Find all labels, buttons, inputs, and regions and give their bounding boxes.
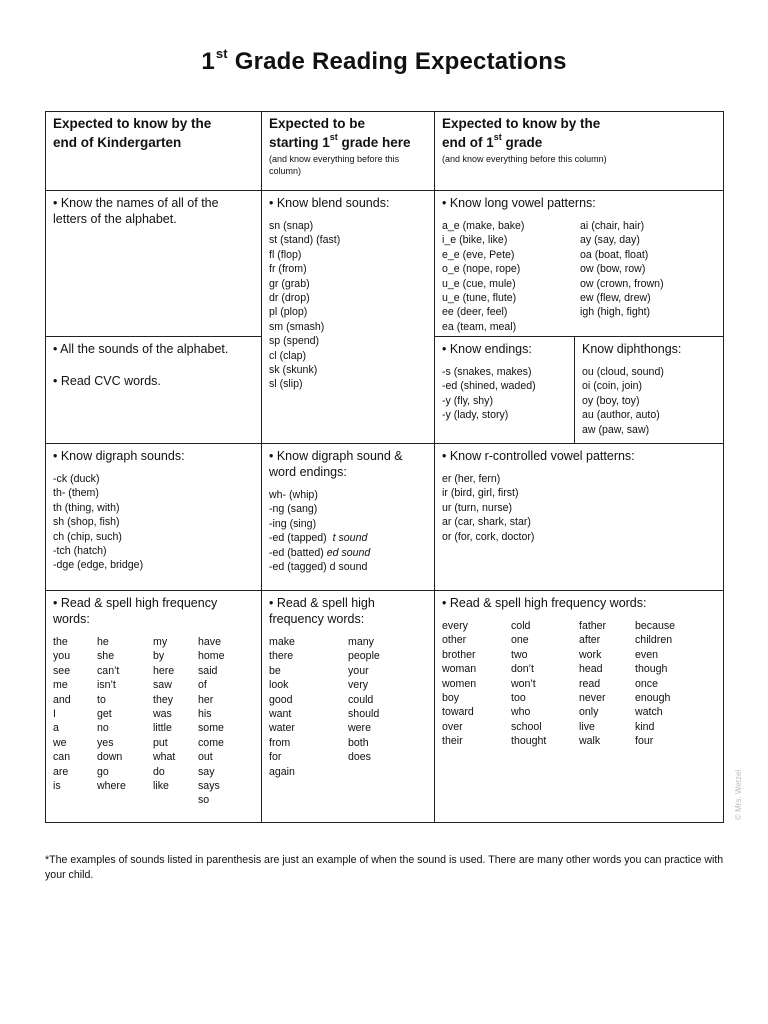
hf-word: my xyxy=(153,636,168,648)
blend-item: cl (clap) xyxy=(269,349,307,362)
blend-item: sp (spend) xyxy=(269,335,320,348)
blend-item: sl (slip) xyxy=(269,378,303,391)
hf-word: many xyxy=(348,636,374,648)
hf-word: water xyxy=(269,722,295,735)
footnote: *The examples of sounds listed in parenthesis are just an example of when the sound is used. There are many other words you can practice with your child. xyxy=(45,854,724,881)
diphthong-item: oi (coin, join) xyxy=(582,380,643,393)
ending-item: -y (lady, story) xyxy=(442,409,509,422)
vowel-pattern-item: o_e (nope, rope) xyxy=(442,263,521,276)
first-grade-hf-words: • Read & spell high frequency words: every other brother woman women boy toward over their cold one two don’t won’t too who school thought father after work head read never only live walk because children even though once enough watch kind four xyxy=(442,596,676,748)
hf-word: say xyxy=(198,765,215,778)
hf-word: work xyxy=(579,648,602,661)
hf-word: here xyxy=(153,664,175,677)
hf-word: so xyxy=(198,794,210,807)
blend-item: gr (grab) xyxy=(269,277,310,290)
hf-word: after xyxy=(579,634,601,647)
hf-word: can xyxy=(53,751,71,764)
hf-word: down xyxy=(97,751,123,764)
hf-word: go xyxy=(97,765,109,778)
starting-hf-words: • Read & spell high frequency words: make there be look good want water from for again many people your very could should were both does xyxy=(269,596,380,778)
hf-word: a xyxy=(53,722,59,735)
hf-word: cold xyxy=(511,620,531,632)
hf-word: to xyxy=(97,693,106,706)
diphthong-item: oy (boy, toy) xyxy=(582,394,640,407)
hf-word: even xyxy=(635,648,658,661)
hf-word: said xyxy=(198,664,218,677)
hf-word: over xyxy=(442,720,463,733)
hf-word: there xyxy=(269,650,294,663)
hf-word: father xyxy=(579,620,607,632)
kinder-alphabet-names: • Know the names of all of the letters of the alphabet. xyxy=(53,196,219,226)
r-controlled-item: er (her, fern) xyxy=(442,473,501,485)
hf-word: get xyxy=(97,708,112,721)
hf-word: your xyxy=(348,664,369,677)
hf-word: too xyxy=(511,692,526,705)
diphthong-item: au (author, auto) xyxy=(582,409,660,422)
header-end-first-grade: Expected to know by the end of 1st grade (and know everything before this column) xyxy=(442,116,607,164)
blend-item: st (stand) (fast) xyxy=(269,234,341,247)
hf-word: brother xyxy=(442,648,476,661)
hf-word: make xyxy=(269,636,295,648)
hf-word: don’t xyxy=(511,663,534,676)
hf-word: where xyxy=(97,780,126,793)
hf-word: boy xyxy=(442,692,460,705)
hf-word: could xyxy=(348,693,374,706)
hf-word: their xyxy=(442,735,463,748)
hf-word: are xyxy=(53,765,69,778)
r-controlled-item: ur (turn, nurse) xyxy=(442,501,513,514)
vowel-pattern-item: ew (flew, drew) xyxy=(580,292,651,305)
hf-word: kind xyxy=(635,720,655,733)
r-controlled-cell: • Know r-controlled vowel patterns: er (her, fern) ir (bird, girl, first) ur (turn, nurse) ar (car, shark, star) or (for, cork, doctor) xyxy=(435,444,723,590)
long-vowel-patterns-cell: • Know long vowel patterns: a_e (make, bake) i_e (bike, like) e_e (eve, Pete) o_e (nope, rope) u_e (cue, mule) u_e (tune, flute) ee (deer, feel) ea (team, meal) ai (chair, hair) ay (say, day) oa (boat, float) ow (bow, row) ow (crown, frown) ew (flew, drew) igh (high, fight) xyxy=(442,196,664,333)
header-starting-first-grade: Expected to be starting 1st grade here (and know everything before this column) xyxy=(269,116,411,176)
hf-word: were xyxy=(348,722,371,735)
hf-word: woman xyxy=(442,663,477,676)
vowel-pattern-item: oa (boat, float) xyxy=(580,248,649,261)
vowel-pattern-item: ai (chair, hair) xyxy=(580,220,645,232)
hf-word: she xyxy=(97,650,115,663)
hf-word: four xyxy=(635,735,654,748)
r-controlled-item: ir (bird, girl, first) xyxy=(442,487,519,500)
hf-word: little xyxy=(153,722,172,735)
hf-word: walk xyxy=(579,735,601,748)
hf-word: people xyxy=(348,650,380,663)
hf-word: her xyxy=(198,693,214,706)
hf-word: again xyxy=(269,765,295,778)
hf-word: and xyxy=(53,693,71,706)
blend-item: fr (from) xyxy=(269,263,307,276)
vowel-pattern-item: u_e (tune, flute) xyxy=(442,292,517,305)
vowel-pattern-item: ee (deer, feel) xyxy=(442,306,508,319)
hf-word: you xyxy=(53,650,71,663)
hf-word: is xyxy=(53,780,61,793)
hf-word: both xyxy=(348,736,369,749)
page-title: 1st Grade Reading Expectations xyxy=(201,46,567,75)
hf-word: can’t xyxy=(97,664,120,677)
hf-word: because xyxy=(635,620,676,632)
hf-word: home xyxy=(198,650,225,663)
hf-word: they xyxy=(153,693,174,706)
hf-word: should xyxy=(348,708,380,721)
digraph-item: -ck (duck) xyxy=(53,473,100,485)
r-controlled-item: ar (car, shark, star) xyxy=(442,516,531,529)
hf-word: says xyxy=(198,780,220,793)
hf-word: saw xyxy=(153,679,172,692)
hf-word: never xyxy=(579,692,606,705)
blend-item: dr (drop) xyxy=(269,292,310,305)
blend-sounds-cell: • Know blend sounds: sn (snap) st (stand) (fast) fl (flop) fr (from) gr (grab) dr (drop) pl (plop) sm (smash) sp (spend) cl (clap) sk (skunk) sl (slip) xyxy=(262,191,434,443)
vowel-pattern-item: ow (bow, row) xyxy=(580,263,646,276)
digraph-item: th- (them) xyxy=(53,487,99,500)
digraph-item: sh (shop, fish) xyxy=(53,516,120,529)
hf-word: be xyxy=(269,664,281,677)
diphthongs-cell: Know diphthongs: ou (cloud, sound) oi (coin, join) oy (boy, toy) au (author, auto) aw (paw, saw) xyxy=(575,337,723,443)
hf-word: good xyxy=(269,693,293,706)
hf-word: thought xyxy=(511,735,547,748)
hf-word: have xyxy=(198,636,221,648)
hf-word: see xyxy=(53,664,71,677)
hf-word: of xyxy=(198,679,207,692)
hf-word: watch xyxy=(635,706,663,719)
expectations-table xyxy=(45,111,724,823)
hf-word: one xyxy=(511,634,529,647)
digraph-item: ch (chip, such) xyxy=(53,530,122,543)
digraph-item: -dge (edge, bridge) xyxy=(53,559,144,572)
hf-word: toward xyxy=(442,706,474,719)
blend-item: sm (smash) xyxy=(269,320,325,333)
vowel-pattern-item: a_e (make, bake) xyxy=(442,220,525,232)
hf-word: come xyxy=(198,736,224,749)
kinder-sounds-cvc: • All the sounds of the alphabet. • Read CVC words. xyxy=(53,342,229,388)
vowel-pattern-item: i_e (bike, like) xyxy=(442,234,508,247)
hf-word: the xyxy=(53,636,68,648)
ending-item: -y (fly, shy) xyxy=(442,394,494,407)
digraph-item: th (thing, with) xyxy=(53,501,120,514)
vowel-pattern-item: ow (crown, frown) xyxy=(580,277,664,290)
hf-word: put xyxy=(153,736,168,749)
vowel-pattern-item: igh (high, fight) xyxy=(580,306,651,319)
r-controlled-item: or (for, cork, doctor) xyxy=(442,530,535,543)
blend-item: sk (skunk) xyxy=(269,364,318,377)
hf-word: though xyxy=(635,663,668,676)
hf-word: from xyxy=(269,736,291,749)
blend-item: pl (plop) xyxy=(269,306,308,319)
hf-word: enough xyxy=(635,692,671,705)
watermark: © Mrs. Wetzel xyxy=(734,769,743,820)
hf-word: women xyxy=(442,677,477,690)
ending-item: -s (snakes, makes) xyxy=(442,366,532,378)
hf-word: look xyxy=(269,679,289,692)
hf-word: school xyxy=(511,720,542,733)
hf-word: was xyxy=(153,708,172,721)
hf-word: does xyxy=(348,751,371,764)
vowel-pattern-item: u_e (cue, mule) xyxy=(442,277,516,290)
hf-word: once xyxy=(635,677,658,690)
vowel-pattern-item: e_e (eve, Pete) xyxy=(442,248,515,261)
digraph-item: -tch (hatch) xyxy=(53,545,107,558)
header-kindergarten: Expected to know by the end of Kindergarten xyxy=(53,116,212,150)
hf-word: I xyxy=(53,708,56,721)
blend-item: sn (snap) xyxy=(269,220,314,232)
hf-word: no xyxy=(97,722,109,735)
hf-word: me xyxy=(53,679,68,692)
kinder-hf-words: • Read & spell high frequency words: the you see me and I a we can are is he she can’t isn’t to get no yes down go where my by here saw they was little put what do like have home said of her his some come out say says so xyxy=(53,596,225,807)
hf-word: what xyxy=(153,751,176,764)
hf-word: very xyxy=(348,679,369,692)
hf-word: only xyxy=(579,706,599,719)
hf-word: some xyxy=(198,722,224,735)
hf-word: we xyxy=(53,736,67,749)
hf-word: for xyxy=(269,751,282,764)
hf-word: like xyxy=(153,780,169,793)
digraph-endings-cell: • Know digraph sound & word endings: wh- (whip) -ng (sang) -ing (sing) -ed (tapped) t sound -ed (batted) ed sound -ed (tagged) d sound xyxy=(269,449,403,574)
hf-word: by xyxy=(153,650,165,663)
diphthong-item: ou (cloud, sound) xyxy=(582,366,664,378)
hf-word: live xyxy=(579,720,595,733)
hf-word: his xyxy=(198,708,212,721)
digraph-sounds-cell: • Know digraph sounds: -ck (duck) th- (them) th (thing, with) sh (shop, fish) ch (chip, such) -tch (hatch) -dge (edge, bridge) xyxy=(46,444,261,590)
hf-word: two xyxy=(511,648,528,661)
ending-item: -ed (shined, waded) xyxy=(442,380,536,393)
diphthong-item: aw (paw, saw) xyxy=(582,423,650,436)
hf-word: who xyxy=(511,706,531,719)
hf-word: do xyxy=(153,765,165,778)
hf-word: every xyxy=(442,620,468,632)
vowel-pattern-item: ea (team, meal) xyxy=(442,320,517,333)
hf-word: head xyxy=(579,663,603,676)
hf-word: children xyxy=(635,634,673,647)
hf-word: out xyxy=(198,751,213,764)
hf-word: read xyxy=(579,677,601,690)
hf-word: won’t xyxy=(511,677,536,690)
hf-word: want xyxy=(269,708,292,721)
hf-word: yes xyxy=(97,736,114,749)
hf-word: isn’t xyxy=(97,679,116,692)
hf-word: other xyxy=(442,634,467,647)
vowel-pattern-item: ay (say, day) xyxy=(580,234,640,247)
blend-item: fl (flop) xyxy=(269,248,302,261)
hf-word: he xyxy=(97,636,109,648)
endings-cell: • Know endings: -s (snakes, makes) -ed (shined, waded) -y (fly, shy) -y (lady, story) xyxy=(435,337,574,443)
